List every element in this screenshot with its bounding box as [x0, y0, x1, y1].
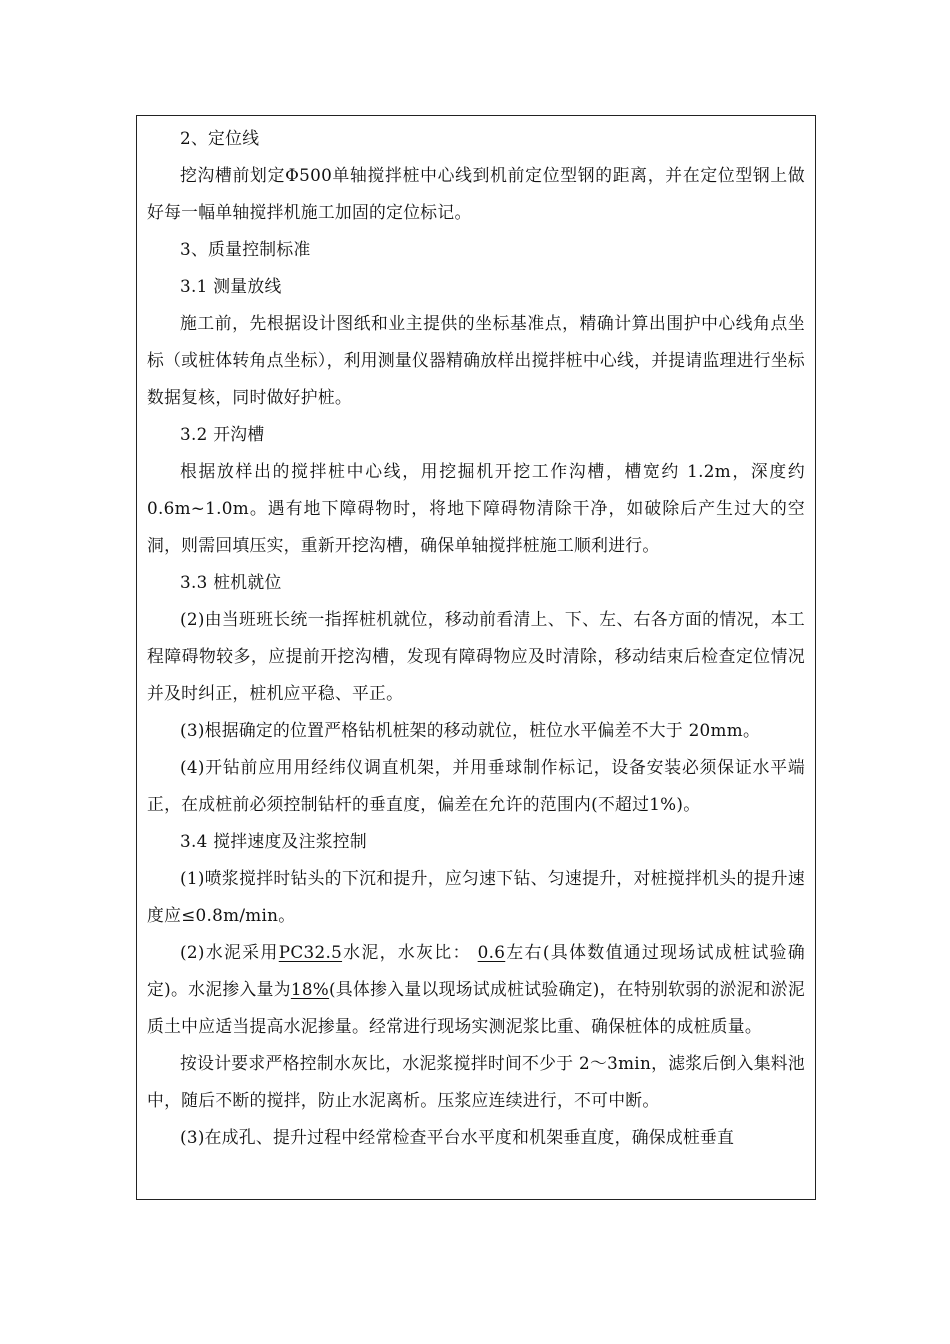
mixing-2-suffix: (具体掺入量以现场试成桩试验确定)，在特别软弱的淤泥和淤泥质土中应适当提高水泥掺量。经常进行现场实测泥浆比重、确保桩体的成桩质量。: [147, 979, 806, 1036]
heading-rig-positioning: 3.3 桩机就位: [180, 572, 282, 592]
cement-dosage: 18%: [290, 979, 330, 999]
cement-grade: PC32.5: [278, 942, 343, 962]
mixing-2-mid2: 左右(具体数值通过现场试成桩试验确定)。水泥掺入量为: [147, 942, 805, 999]
paragraph-rig-4: (4)开钻前应用用经纬仪调直机架，并用垂球制作标记，设备安装必须保证水平端正，在成桩前必须控制钻杆的垂直度，偏差在允许的范围内(不超过1%)。: [147, 757, 805, 814]
mixing-2-prefix: (2)水泥采用: [180, 942, 279, 962]
heading-mixing-speed: 3.4 搅拌速度及注浆控制: [180, 831, 367, 851]
paragraph-mixing-1: (1)喷浆搅拌时钻头的下沉和提升，应匀速下钻、匀速提升，对桩搅拌机头的提升速度应≤0.8m/min。: [147, 868, 805, 925]
heading-positioning-line: 2、定位线: [180, 128, 260, 148]
heading-trench: 3.2 开沟槽: [180, 424, 265, 444]
mixing-2-mid1: 水泥，水灰比：: [342, 942, 471, 962]
paragraph-positioning: 挖沟槽前划定Φ500单轴搅拌桩中心线到机前定位型钢的距离，并在定位型钢上做好每一幅单轴搅拌机施工加固的定位标记。: [147, 165, 805, 222]
paragraph-rig-2: (2)由当班班长统一指挥桩机就位，移动前看清上、下、左、右各方面的情况，本工程障碍物较多，应提前开挖沟槽，发现有障碍物应及时清除，移动结束后检查定位情况并及时纠正，桩机应平稳、平正。: [147, 609, 805, 703]
paragraph-rig-3: (3)根据确定的位置严格钻机桩架的移动就位，桩位水平偏差不大于 20mm。: [180, 720, 761, 740]
paragraph-verticality: (3)在成孔、提升过程中经常检查平台水平度和机架垂直度，确保成桩垂直: [180, 1127, 735, 1147]
document-frame: [136, 115, 816, 1200]
paragraph-mixing-2: [147, 934, 805, 1045]
heading-quality-control: 3、质量控制标准: [180, 239, 311, 259]
paragraph-survey: 施工前，先根据设计图纸和业主提供的坐标基准点，精确计算出围护中心线角点坐标（或桩体转角点坐标），利用测量仪器精确放样出搅拌桩中心线，并提请监理进行坐标数据复核，同时做好护桩。: [147, 313, 805, 407]
paragraph-water-cement-control: 按设计要求严格控制水灰比，水泥浆搅拌时间不少于 2～3min，滤浆后倒入集料池中，随后不断的搅拌，防止水泥离析。压浆应连续进行，不可中断。: [147, 1053, 805, 1110]
heading-survey: 3.1 测量放线: [180, 276, 282, 296]
water-cement-ratio: 0.6: [477, 942, 506, 962]
paragraph-trench: 根据放样出的搅拌桩中心线，用挖掘机开挖工作沟槽，槽宽约 1.2m，深度约 0.6m~1.0m。遇有地下障碍物时，将地下障碍物清除干净，如破除后产生过大的空洞，则需回填压实，重新开挖沟槽，确保单轴搅拌桩施工顺利进行。: [147, 461, 805, 555]
